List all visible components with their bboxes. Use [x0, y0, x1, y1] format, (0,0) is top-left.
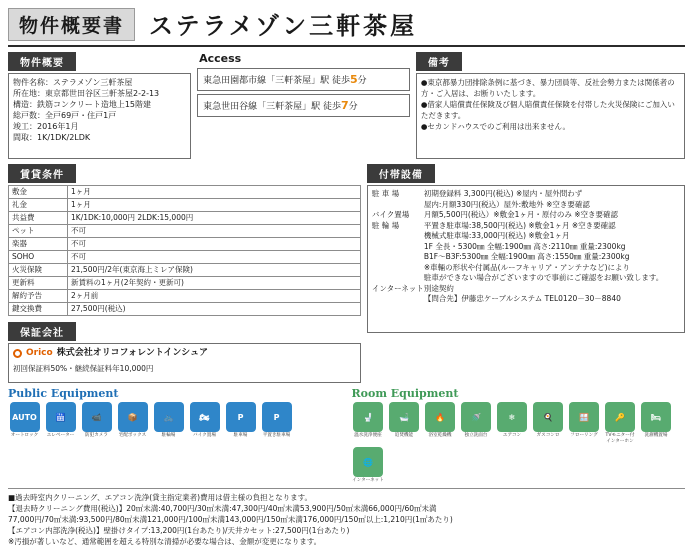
table-row [9, 186, 361, 199]
rent-key: 敷金 [9, 186, 68, 199]
rent-value: 不可 [68, 251, 361, 264]
rent-key: 共益費 [9, 212, 68, 225]
rent-chip: 賃貸条件 [8, 164, 76, 183]
guarantee-company: 株式会社オリコフォレントインシュア [56, 348, 208, 358]
equipment-caption: 追焚機能 [394, 433, 414, 438]
facility-chip: 付帯設備 [367, 164, 435, 183]
overview-line: 構造：鉄筋コンクリート造地上15階建 [13, 100, 152, 109]
washer-space-icon: 🛏 [641, 402, 671, 432]
internet-icon: 🌐 [353, 447, 383, 477]
equipment-item [532, 402, 565, 444]
equipment-caption: 洗濯機置場 [644, 433, 668, 438]
public-equipment-grid [8, 402, 342, 439]
equipment-item [640, 402, 673, 444]
facility-label: 駐 輪 場 [371, 220, 400, 230]
access-text: 東急世田谷線「三軒茶屋」駅 徒歩 [203, 102, 341, 112]
table-row [9, 212, 361, 225]
top-columns [8, 52, 685, 159]
equipment-item [260, 402, 293, 439]
remarks-chip: 備考 [416, 52, 462, 71]
page-title: 物件概要書 [8, 8, 135, 41]
security-camera-icon: 📹 [82, 402, 112, 432]
footer-line: 77,000円/70㎡未満:93,500円/80㎡未満121,000円/100㎡未満143,000円/150㎡未満176,000円/150㎡以上:1,210円(1㎡あたり) [8, 514, 453, 524]
washlet-icon: 🚽 [353, 402, 383, 432]
remarks-box [416, 73, 685, 159]
overview-box [8, 73, 191, 159]
motorcycle-parking-icon: 🏍 [190, 402, 220, 432]
footer-line: ■過去時室内クリーニング、エアコン洗浄(貸主指定業者)費用は借主様の負担となります。 [8, 492, 313, 502]
rent-key: SOHO [9, 251, 68, 264]
equipment-caption: エレベーター [46, 433, 75, 438]
rent-value: 1K/1DK:10,000円 2LDK:15,000円 [68, 212, 361, 225]
facility-box [367, 185, 685, 333]
access-row [197, 94, 410, 117]
parking-icon: P [226, 402, 256, 432]
facility-value: 機械式駐車場:33,000円(税込) ※敷金1ヶ月 [423, 231, 570, 240]
facility-value: 別途契約 [423, 283, 454, 293]
facility-label: バイク置場 [371, 210, 410, 219]
page-header [8, 6, 685, 47]
rent-key: 礼金 [9, 199, 68, 212]
equipment-item [352, 402, 385, 444]
remarks-section [416, 52, 685, 159]
equipment-caption: ガスコンロ [536, 433, 560, 438]
rent-key: 火災保険 [9, 264, 68, 277]
guarantee-chip: 保証会社 [8, 322, 76, 341]
equipment-item [460, 402, 493, 444]
overview-line: 物件名称：ステラメゾン三軒茶屋 [13, 78, 133, 87]
facility-value: B1F〜B3F:5300㎜ 全幅:1900㎜ 高さ:1550㎜ 重量:2300kg [423, 252, 630, 261]
overview-section [8, 52, 191, 159]
equipment-item [188, 402, 221, 439]
orico-brand: Orico [26, 348, 53, 358]
rent-key: ペット [9, 225, 68, 238]
room-equipment-title: Room Equipment [351, 387, 459, 400]
rent-key: 解約予告 [9, 290, 68, 303]
facility-value: 月額5,500円(税込）※敷金1ヶ月・原付のみ ※空き要確認 [423, 210, 619, 219]
equipment-item [424, 402, 457, 444]
equipment-item [116, 402, 149, 439]
overview-line: 間取：1K/1DK/2LDK [13, 133, 91, 142]
rent-value: 1ヶ月 [68, 186, 361, 199]
table-row [9, 290, 361, 303]
remarks-line: ●セカンドハウスでのご利用は出来ません。 [420, 122, 570, 131]
rent-section [8, 164, 361, 383]
footer-line: 【エアコン内部洗浄(税込)】壁掛けタイプ:13,200円(1台あたり)/天井カセット:27,500円(1台あたり) [8, 525, 350, 535]
public-equipment [8, 387, 342, 484]
equipment-item [352, 447, 385, 484]
equipment-item [568, 402, 601, 444]
table-row [9, 199, 361, 212]
facility-row [372, 200, 680, 211]
facility-label: インターネット [371, 283, 424, 293]
intercom-icon: 🔑 [605, 402, 635, 432]
footer-line: 【退去時クリーニング費用(税込)】20㎡未満:40,700円/30㎡未満:47,300円/40㎡未満53,900円/50㎡未満66,000円/60㎡未満 [8, 503, 437, 513]
equipment-caption: TVモニター付インターホン [605, 433, 635, 444]
guarantee-box [8, 343, 361, 383]
facility-value: 平置き駐車場:38,500円(税込) ※敷金1ヶ月 ※空き要確認 [423, 220, 616, 230]
table-row [9, 277, 361, 290]
overview-line: 竣工：2016年1月 [13, 122, 79, 131]
rent-key: 更新料 [9, 277, 68, 290]
table-row [9, 264, 361, 277]
equipment-caption: 防犯カメラ [85, 433, 108, 438]
equipment-item [44, 402, 77, 439]
access-unit: 分 [357, 76, 367, 86]
footer-line: ※汚損が著しいなど、通常範囲を超える特別な清掃が必要な場合は、金額が変更になります。 [8, 536, 322, 546]
overview-line: 所在地：東京都世田谷区三軒茶屋2-2-13 [13, 89, 160, 98]
vanity-icon: 🚿 [461, 402, 491, 432]
table-row [9, 251, 361, 264]
access-row [197, 68, 410, 91]
rent-value: 新賃料の1ヶ月(2年契約・更新可) [68, 277, 361, 290]
facility-value: 1F 全長・5300㎜ 全幅:1900㎜ 高さ:2110㎜ 重量:2300kg [423, 241, 626, 251]
flooring-icon: 🪟 [569, 402, 599, 432]
room-equipment [352, 387, 686, 484]
equipment-caption: エアコン [502, 433, 522, 438]
equipment-caption: インターネット [352, 478, 384, 483]
orico-logo-icon [13, 349, 22, 358]
air-conditioner-icon: ❄ [497, 402, 527, 432]
facility-row [372, 284, 680, 295]
delivery-box-icon: 📦 [118, 402, 148, 432]
access-label: Access [199, 52, 242, 65]
equipment-item [604, 402, 637, 444]
access-text: 東急田園都市線「三軒茶屋」駅 徒歩 [203, 76, 350, 86]
equipment-caption: 温水洗浄便座 [354, 433, 382, 438]
facility-row [372, 221, 680, 232]
room-equipment-grid [352, 402, 686, 484]
facility-value: 屋内:月額330円(税込）屋外:敷地外 ※空き要確認 [423, 199, 590, 209]
table-row [9, 225, 361, 238]
gas-stove-icon: 🍳 [533, 402, 563, 432]
facility-value: 【問合先】伊藤忠ケーブルシステム TEL0120－30－8840 [423, 294, 621, 303]
facility-row [372, 242, 680, 253]
equipment-item [8, 402, 41, 439]
equipment-item [224, 402, 257, 439]
footer-notes [8, 488, 685, 547]
equipment-item [80, 402, 113, 439]
guarantee-company-row [13, 347, 356, 359]
table-row [9, 238, 361, 251]
public-equipment-title: Public Equipment [8, 387, 119, 400]
equipment-item [496, 402, 529, 444]
overview-line: 総戸数：全戸69戸・住戸1戸 [13, 111, 117, 120]
guarantee-detail: 初回保証料50%・継続保証料年10,000円 [13, 364, 154, 373]
bicycle-parking-icon: 🚲 [154, 402, 184, 432]
equipment-caption: フローリング [570, 433, 598, 438]
access-minutes: 7 [340, 99, 349, 112]
equipment-caption: オートロック [10, 433, 39, 438]
equipment-caption: バイク置場 [193, 433, 216, 438]
facility-row [372, 294, 680, 305]
remarks-line: ●借家人賠償責任保険及び個人賠償責任保険を付帯した火災保険にご加入いただきます。 [420, 100, 675, 120]
equipment-caption: 宅配ボックス [118, 433, 147, 438]
flat-parking-icon: P [262, 402, 292, 432]
rent-value: 2ヶ月前 [68, 290, 361, 303]
facility-row [372, 231, 680, 242]
facility-row [372, 252, 680, 263]
elevator-icon: 🛗 [46, 402, 76, 432]
equipment-caption: 駐輪場 [161, 433, 176, 438]
equipment-caption: 平置き駐車場 [262, 433, 291, 438]
equipment-caption: 浴室乾燥機 [428, 433, 452, 438]
rent-value: 21,500円/2年(東京海上ミレア保険) [68, 264, 361, 277]
equipment-item [152, 402, 185, 439]
rent-key: 楽器 [9, 238, 68, 251]
table-row [9, 303, 361, 316]
auto-lock-icon: AUTO [10, 402, 40, 432]
facility-section [367, 164, 685, 333]
facility-value: 駐車ができない場合がございますので事前にご確認をお願い致します。 [423, 273, 664, 282]
facility-value: ※車輛の形状や付属品(ルーフキャリア・アンテナなど)により [423, 262, 631, 272]
rent-value: 27,500円(税込) [68, 303, 361, 316]
rent-table [8, 185, 361, 316]
bath-dryer-icon: 🔥 [425, 402, 455, 432]
facility-row [372, 273, 680, 284]
equipment-section [8, 387, 685, 484]
access-minutes: 5 [349, 73, 358, 86]
remarks-line: ●東京都暴力団排除条例に基づき、暴力団員等、反社会勢力または関係者の方・ご入居は、お断りいたします。 [420, 78, 675, 98]
rent-value: 1ヶ月 [68, 199, 361, 212]
property-name: ステラメゾン三軒茶屋 [149, 12, 418, 40]
overview-chip: 物件概要 [8, 52, 76, 71]
equipment-caption: 駐車場 [233, 433, 248, 438]
facility-label: 駐 車 場 [371, 189, 400, 198]
reheat-bath-icon: 🛁 [389, 402, 419, 432]
facility-value: 初期登録料 3,300円(税込) ※屋内・屋外問わず [423, 189, 583, 198]
equipment-caption: 独立洗面台 [464, 433, 488, 438]
facility-row [372, 210, 680, 221]
middle-columns [8, 164, 685, 383]
rent-key: 鍵交換費 [9, 303, 68, 316]
rent-value: 不可 [68, 238, 361, 251]
facility-row [372, 189, 680, 200]
access-unit: 分 [348, 102, 358, 112]
facility-row [372, 263, 680, 274]
rent-value: 不可 [68, 225, 361, 238]
access-section [197, 52, 410, 117]
equipment-item [388, 402, 421, 444]
